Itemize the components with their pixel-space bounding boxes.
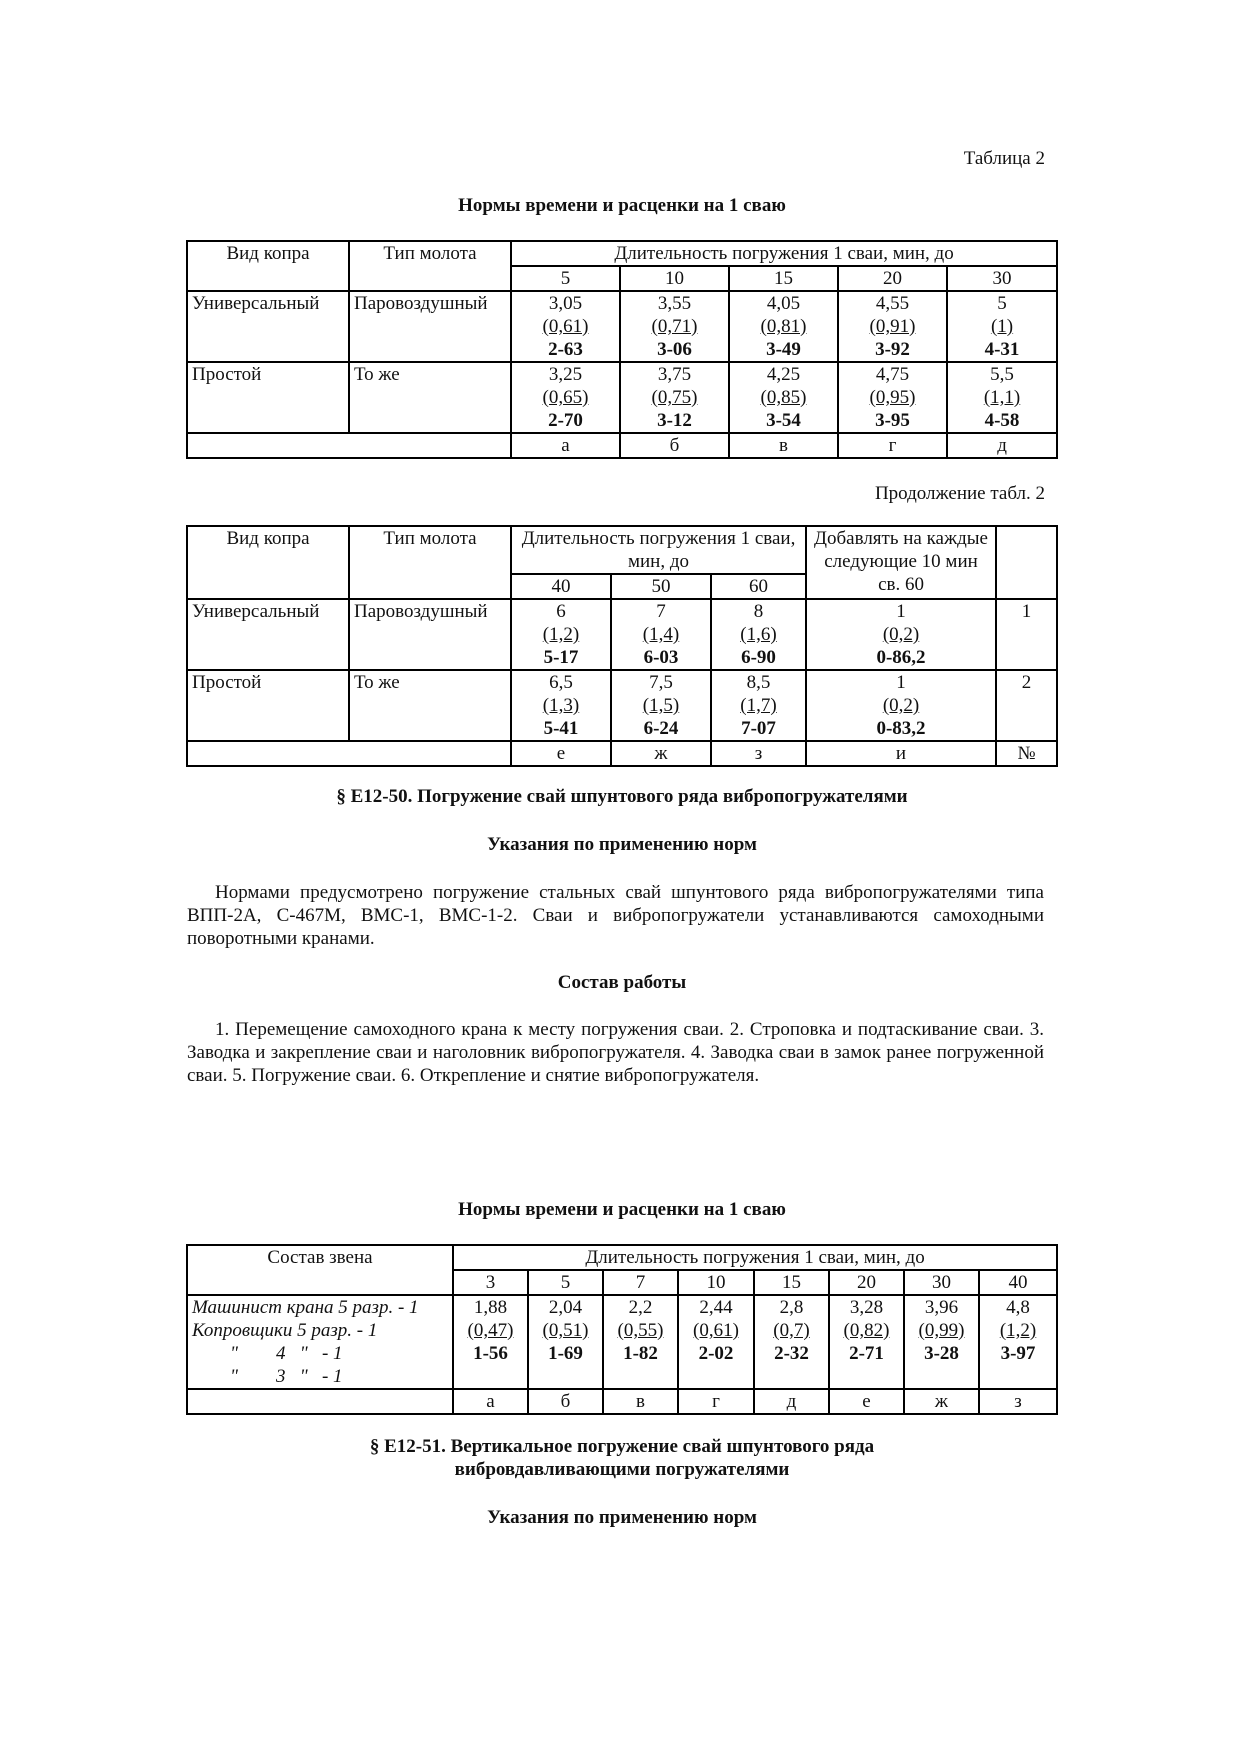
norm-cell: 3,55 (0,71) 3-06 [620,291,729,362]
column-letter: б [620,433,729,458]
subsection-title: Состав работы [557,972,687,993]
empty-cell [187,741,511,766]
col-header: 10 [620,266,729,291]
column-letter: в [729,433,838,458]
col-header: 30 [947,266,1057,291]
norm-cell: 6 (1,2) 5-17 [511,599,611,670]
norm-cell: 1,88 (0,47) 1-56 [453,1295,528,1389]
crew-cell [187,1295,453,1389]
column-letter: г [838,433,947,458]
header-crew: Состав звена [187,1245,453,1295]
column-letter: и [806,741,996,766]
norm-cell: 7 (1,4) 6-03 [611,599,711,670]
norm-cell: 5,5 (1,1) 4-58 [947,362,1057,433]
norm-cell: 8,5 (1,7) 7-07 [711,670,806,741]
crew-line: " 3 " - 1 [192,1366,343,1387]
section-title-line-1: § Е12-51. Вертикальное погружение свай шпунтового ряда [369,1436,875,1457]
col-header: 60 [711,574,806,599]
norms-table-1-continuation [186,525,1058,767]
norm-cell: 3,05 (0,61) 2-63 [511,291,620,362]
table-row [187,1295,1057,1389]
column-letter: з [979,1389,1057,1414]
crew-line: " 4 " - 1 [192,1343,343,1364]
row-kopr: Простой [187,362,349,433]
header-duration: Длительность погружения 1 сваи, мин, до [511,526,806,574]
header-kopr: Вид копра [187,526,349,599]
row-molot: То же [349,362,511,433]
norm-cell: 6,5 (1,3) 5-41 [511,670,611,741]
table-row [187,362,1057,433]
table-number-label: Таблица 2 [963,148,1045,169]
row-molot: То же [349,670,511,741]
letters-row [187,1389,1057,1414]
col-header: 15 [729,266,838,291]
col-header: 7 [603,1270,678,1295]
header-add: Добавлять на каждые следующие 10 мин св. 60 [806,526,996,599]
col-header: 40 [979,1270,1057,1295]
norm-cell: 4,55 (0,91) 3-92 [838,291,947,362]
norm-cell: 2,04 (0,51) 1-69 [528,1295,603,1389]
column-letter: ж [904,1389,979,1414]
norm-cell: 3,96 (0,99) 3-28 [904,1295,979,1389]
section-title: § Е12-50. Погружение свай шпунтового ряда вибропогружателями [336,786,908,807]
table-title: Нормы времени и расценки на 1 сваю [458,195,786,216]
subsection-title: Указания по применению норм [487,834,757,855]
column-letter: д [947,433,1057,458]
col-header: 15 [754,1270,829,1295]
norm-cell: 4,05 (0,81) 3-49 [729,291,838,362]
norm-cell: 3,28 (0,82) 2-71 [829,1295,904,1389]
table-row [187,599,1057,670]
header-empty [996,526,1057,599]
col-header: 3 [453,1270,528,1295]
col-header: 30 [904,1270,979,1295]
column-letter: а [511,433,620,458]
norm-cell: 4,25 (0,85) 3-54 [729,362,838,433]
column-letter: в [603,1389,678,1414]
row-number: 2 [996,670,1057,741]
norm-cell: 8 (1,6) 6-90 [711,599,806,670]
letters-row [187,741,1057,766]
crew-line: Копровщики 5 разр. - 1 [192,1320,378,1341]
work-paragraph: 1. Перемещение самоходного крана к месту погружения сваи. 2. Строповка и подтаскивание сваи. 3. Заводка и закрепление сваи и наголовник вибропогружателя. 4. Заводка сваи в замок ранее погруженной сваи. 5. Погружение сваи. 6. Открепление и снятие вибропогружателя. [187,1019,1044,1086]
crew-line: Машинист крана 5 разр. - 1 [192,1297,419,1318]
col-header: 5 [528,1270,603,1295]
row-molot: Паровоздушный [349,291,511,362]
column-letter: ж [611,741,711,766]
empty-cell [187,1389,453,1414]
col-header: 50 [611,574,711,599]
norm-cell: 1 (0,2) 0-86,2 [806,599,996,670]
norm-cell: 5 (1) 4-31 [947,291,1057,362]
table-row [187,670,1057,741]
norm-cell: 2,2 (0,55) 1-82 [603,1295,678,1389]
norm-cell: 4,75 (0,95) 3-95 [838,362,947,433]
column-letter: г [678,1389,754,1414]
norm-cell: 4,8 (1,2) 3-97 [979,1295,1057,1389]
instructions-paragraph: Нормами предусмотрено погружение стальных свай шпунтового ряда вибропогружателями типа ВПП-2А, С-467М, ВМС-1, ВМС-1-2. Сваи и вибропогружатели устанавливаются самоходными поворотными кранами. [187,882,1044,949]
col-header: 20 [829,1270,904,1295]
norms-table-2 [186,1244,1058,1415]
column-letter: д [754,1389,829,1414]
column-letter: а [453,1389,528,1414]
col-header: 10 [678,1270,754,1295]
row-kopr: Универсальный [187,291,349,362]
column-letter: з [711,741,806,766]
col-header: 40 [511,574,611,599]
header-kopr: Вид копра [187,241,349,291]
col-header: 5 [511,266,620,291]
row-kopr: Простой [187,670,349,741]
row-number: 1 [996,599,1057,670]
norm-cell: 1 (0,2) 0-83,2 [806,670,996,741]
norm-cell: 7,5 (1,5) 6-24 [611,670,711,741]
empty-cell [187,433,511,458]
section-title-line-2: вибровдавливающими погружателями [454,1459,790,1480]
subsection-title: Указания по применению норм [487,1507,757,1528]
norm-cell: 3,75 (0,75) 3-12 [620,362,729,433]
column-letter: б [528,1389,603,1414]
norms-table-1 [186,240,1058,459]
row-kopr: Универсальный [187,599,349,670]
continuation-label: Продолжение табл. 2 [874,483,1045,504]
header-molot: Тип молота [349,241,511,291]
norm-cell: 2,44 (0,61) 2-02 [678,1295,754,1389]
norm-cell: 3,25 (0,65) 2-70 [511,362,620,433]
col-header: 20 [838,266,947,291]
header-duration: Длительность погружения 1 сваи, мин, до [511,241,1057,266]
table-row [187,291,1057,362]
column-letter: е [829,1389,904,1414]
letters-row [187,433,1057,458]
header-duration: Длительность погружения 1 сваи, мин, до [453,1245,1057,1270]
column-letter: № [996,741,1057,766]
row-molot: Паровоздушный [349,599,511,670]
column-letter: е [511,741,611,766]
norm-cell: 2,8 (0,7) 2-32 [754,1295,829,1389]
header-molot: Тип молота [349,526,511,599]
table-title: Нормы времени и расценки на 1 сваю [458,1199,786,1220]
